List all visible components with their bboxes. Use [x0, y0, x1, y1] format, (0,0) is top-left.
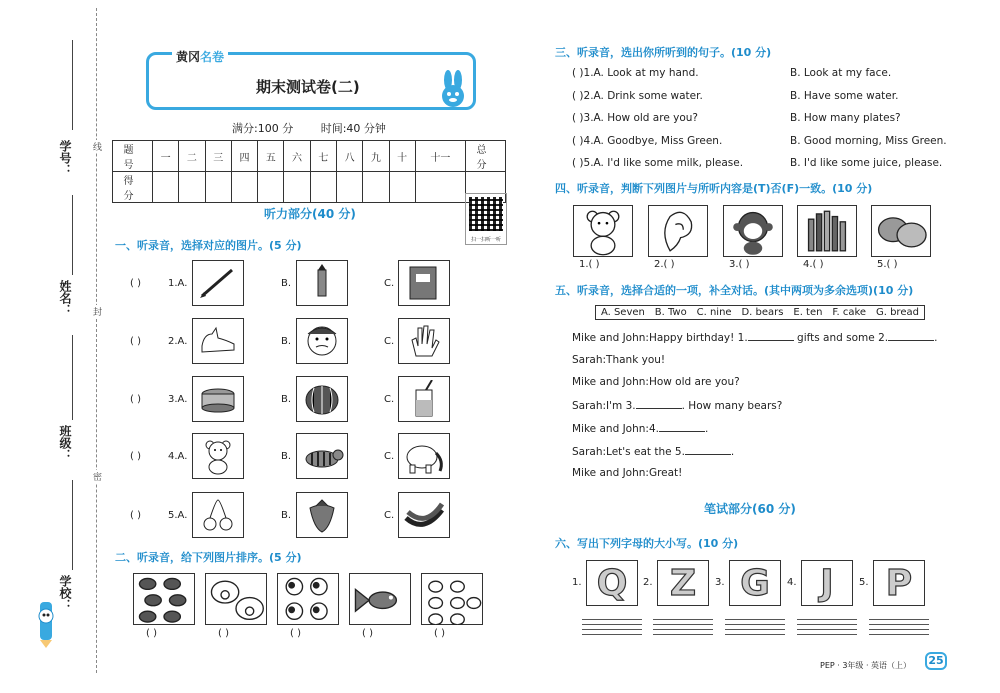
handwriting-lines[interactable] — [797, 619, 857, 639]
name-label: 姓名： — [58, 280, 72, 316]
pencil-icon — [196, 264, 240, 302]
dialog-text: Mike and John:4. — [572, 422, 659, 435]
q1-item-number: 3.A. — [168, 394, 188, 405]
score-header-cell: 三 — [205, 141, 231, 172]
q1-item-number: 5.A. — [168, 510, 188, 521]
word-bank-option: F. cake — [832, 307, 867, 318]
q1-option-c-picture — [398, 492, 450, 538]
q1-heading: 一、听录音，选择对应的图片。(5 分) — [115, 239, 302, 252]
score-header-cell: 二 — [179, 141, 205, 172]
q2-order-paren[interactable]: ( ) — [434, 628, 445, 639]
q1-option-c-picture — [398, 376, 450, 422]
qr-code-pattern — [469, 197, 503, 231]
q6-letter-box — [586, 560, 638, 606]
q3-option-b[interactable]: B. I'd like some juice, please. — [790, 157, 943, 169]
q2-picture — [133, 573, 195, 625]
hand-icon — [402, 322, 446, 360]
brand-logo — [172, 48, 228, 65]
handwriting-lines[interactable] — [725, 619, 785, 639]
score-header-cell: 六 — [284, 141, 310, 172]
word-bank-option: A. Seven — [600, 307, 645, 318]
q3-option-b[interactable]: B. Have some water. — [790, 89, 899, 102]
score-header-cell: 七 — [310, 141, 336, 172]
q6-item-number: 3. — [715, 577, 725, 588]
q2-order-paren[interactable]: ( ) — [146, 628, 157, 639]
q3-option-b[interactable]: B. Look at my face. — [790, 67, 892, 79]
binding-margin — [0, 0, 108, 693]
crayons-icon — [798, 206, 856, 256]
score-header-cell: 九 — [363, 141, 389, 172]
score-table-header-row — [113, 141, 506, 172]
q1-option-b-picture — [296, 318, 348, 364]
q1-option-b-label: B. — [281, 510, 292, 521]
score-cell[interactable] — [153, 172, 179, 203]
cut-line — [96, 8, 97, 673]
dialog-text: Sarah:I'm 3. — [572, 400, 636, 413]
handwriting-lines[interactable] — [869, 619, 929, 639]
cherries-icon — [196, 496, 240, 534]
handwriting-lines[interactable] — [582, 619, 642, 639]
dialog-line — [572, 399, 782, 412]
word-bank-option: E. ten — [793, 307, 823, 318]
q4-answer-label[interactable]: 2.( ) — [654, 259, 675, 270]
q1-answer-paren[interactable]: ( ) — [130, 510, 141, 521]
q4-heading: 四、听录音，判断下列图片与所听内容是(T)否(F)一致。(10 分) — [555, 182, 873, 195]
q1-option-a-picture — [192, 318, 244, 364]
score-header-cell: 一 — [153, 141, 179, 172]
q1-item-number: 1.A. — [168, 278, 188, 289]
juice-icon — [402, 380, 446, 418]
listening-section-title: 听力部分(40 分) — [264, 207, 356, 221]
q4-picture — [797, 205, 857, 257]
student-number-label: 学号： — [58, 140, 72, 176]
score-header-cell: 五 — [258, 141, 284, 172]
q3-option-a[interactable]: ( )2.A. Drink some water. — [572, 89, 703, 102]
q3-option-a[interactable]: ( )1.A. Look at my hand. — [572, 67, 699, 79]
outline-letter: Q — [596, 562, 628, 604]
class-label: 班级： — [58, 425, 72, 461]
q6-item-number: 5. — [859, 577, 869, 588]
goldfish-icon — [350, 573, 410, 625]
name-field[interactable] — [72, 195, 73, 275]
q4-answer-label[interactable]: 4.( ) — [803, 259, 824, 270]
footer-text: PEP · 3年级 · 英语（上） — [820, 661, 912, 670]
pencil-mascot-icon — [32, 598, 60, 650]
q1-answer-paren[interactable]: ( ) — [130, 394, 141, 405]
answer-blank[interactable] — [888, 331, 934, 341]
q1-option-a-picture — [192, 376, 244, 422]
score-cell[interactable] — [179, 172, 205, 203]
dialog-line — [572, 354, 665, 366]
q3-option-a[interactable]: ( )3.A. How old are you? — [572, 112, 698, 124]
q2-order-paren[interactable]: ( ) — [218, 628, 229, 639]
page-number: 25 — [925, 652, 947, 670]
q1-answer-paren[interactable]: ( ) — [130, 278, 141, 289]
rabbit-mascot-icon — [428, 70, 476, 110]
score-header-cell: 四 — [231, 141, 257, 172]
q1-option-b-label: B. — [281, 451, 292, 462]
q6-item-number: 1. — [572, 577, 582, 588]
dialog-text: . — [730, 445, 735, 458]
score-cell[interactable] — [310, 172, 336, 203]
class-field[interactable] — [72, 335, 73, 420]
dialog-text: . — [934, 332, 938, 344]
dialog-text: Sarah:Let's eat the 5. — [572, 445, 685, 458]
outline-letter: G — [740, 562, 770, 604]
ear-icon — [649, 206, 707, 256]
answer-blank[interactable] — [685, 445, 731, 455]
q3-heading: 三、听录音，选出你所听到的句子。(10 分) — [555, 46, 772, 59]
q1-item-number: 4.A. — [168, 451, 188, 462]
score-header-cell: 题 号 — [113, 141, 153, 172]
q4-picture — [871, 205, 931, 257]
q6-letter-box — [657, 560, 709, 606]
exam-time: 时间:40 分钟 — [320, 122, 386, 135]
q1-item-number: 2.A. — [168, 336, 188, 347]
watermelon-icon — [300, 380, 344, 418]
q4-answer-label[interactable]: 3.( ) — [729, 259, 750, 270]
word-bank-option: D. bears — [741, 307, 784, 318]
q2-order-paren[interactable]: ( ) — [290, 628, 301, 639]
qr-caption: 扫一扫听一听 — [470, 237, 501, 243]
student-number-field[interactable] — [72, 40, 73, 130]
full-score: 满分:100 分 — [232, 122, 294, 135]
dialog-line — [572, 331, 937, 344]
q1-option-c-label: C. — [384, 451, 395, 462]
score-cell[interactable] — [258, 172, 284, 203]
q2-heading: 二、听录音，给下列图片排序。(5 分) — [115, 551, 302, 564]
q1-option-b-label: B. — [281, 394, 292, 405]
q3-option-a[interactable]: ( )4.A. Goodbye, Miss Green. — [572, 134, 723, 147]
q1-option-b-label: B. — [281, 278, 292, 289]
birds-icon — [134, 573, 194, 625]
score-header-cell: 八 — [336, 141, 362, 172]
book-icon — [402, 264, 446, 302]
score-table — [112, 140, 506, 203]
score-cell[interactable] — [389, 172, 415, 203]
pandas-icon — [278, 573, 338, 625]
score-cell[interactable] — [415, 172, 465, 203]
q6-letter-box — [729, 560, 781, 606]
q1-option-c-picture — [398, 260, 450, 306]
dialog-line — [572, 376, 740, 388]
word-bank-option: G. bread — [875, 307, 919, 318]
outline-letter: Z — [669, 562, 697, 604]
q1-option-a-picture — [192, 260, 244, 306]
q2-picture — [421, 573, 483, 625]
dialog-line — [572, 467, 682, 479]
q1-option-c-picture — [398, 318, 450, 364]
q1-option-c-label: C. — [384, 510, 395, 521]
school-field[interactable] — [72, 480, 73, 570]
crayon-icon — [300, 264, 344, 302]
score-cell[interactable] — [284, 172, 310, 203]
q6-letter-box — [873, 560, 925, 606]
monkey-icon — [724, 206, 782, 256]
word-bank-option: C. nine — [696, 307, 732, 318]
dialog-text: Mike and John:Great! — [572, 467, 683, 480]
q1-option-c-label: C. — [384, 278, 395, 289]
outline-letter: J — [820, 562, 834, 604]
bear-icon — [574, 206, 632, 256]
q1-option-b-picture — [296, 376, 348, 422]
answer-blank[interactable] — [659, 422, 705, 432]
q3-option-b[interactable]: B. How many plates? — [790, 112, 901, 124]
word-bank — [595, 305, 925, 320]
q6-item-number: 2. — [643, 577, 653, 588]
q1-option-a-picture — [192, 492, 244, 538]
bananas-icon — [402, 496, 446, 534]
dialog-text: Mike and John:Happy birthday! 1. — [572, 332, 748, 344]
q2-picture — [349, 573, 411, 625]
answer-blank[interactable] — [748, 331, 794, 341]
word-bank-option: B. Two — [654, 307, 687, 318]
q3-option-b[interactable]: B. Good morning, Miss Green. — [790, 134, 947, 147]
q3-option-a[interactable]: ( )5.A. I'd like some milk, please. — [572, 157, 744, 169]
dialog-text: Mike and John:How old are you? — [572, 376, 740, 389]
q6-item-number: 4. — [787, 577, 797, 588]
q1-answer-paren[interactable]: ( ) — [130, 336, 141, 347]
dialog-line — [572, 445, 734, 458]
writing-section-title: 笔试部分(60 分) — [704, 502, 796, 516]
q4-picture — [723, 205, 783, 257]
q1-option-c-label: C. — [384, 394, 395, 405]
ducks-icon — [422, 573, 482, 625]
q4-picture — [573, 205, 633, 257]
seal-char-mi: 密 — [91, 472, 101, 481]
qr-code[interactable] — [465, 193, 507, 245]
school-label: 学校： — [58, 575, 72, 611]
dialog-text: . — [704, 422, 709, 435]
q6-letter-box — [801, 560, 853, 606]
foot-icon — [196, 322, 240, 360]
q2-picture — [277, 573, 339, 625]
q1-option-b-picture — [296, 433, 348, 479]
q5-heading: 五、听录音，选择合适的一项，补全对话。(其中两项为多余选项)(10 分) — [555, 284, 914, 297]
q1-option-b-picture — [296, 260, 348, 306]
face-icon — [300, 322, 344, 360]
cake-icon — [196, 380, 240, 418]
q2-order-paren[interactable]: ( ) — [362, 628, 373, 639]
q1-option-c-picture — [398, 433, 450, 479]
seal-char-xian: 线 — [91, 142, 101, 151]
score-cell[interactable] — [336, 172, 362, 203]
q1-option-c-label: C. — [384, 336, 395, 347]
handwriting-lines[interactable] — [653, 619, 713, 639]
brand-left: 黄冈 — [176, 50, 201, 64]
q4-picture — [648, 205, 708, 257]
dialog-text: . How many bears? — [681, 400, 783, 413]
q1-option-b-label: B. — [281, 336, 292, 347]
score-cell[interactable] — [231, 172, 257, 203]
q4-answer-label[interactable]: 5.( ) — [877, 259, 898, 270]
score-header-cell: 十一 — [415, 141, 465, 172]
answer-blank[interactable] — [636, 399, 682, 409]
dialog-text: gifts and some 2. — [793, 332, 889, 344]
q6-heading: 六、写出下列字母的大小写。(10 分) — [555, 537, 739, 550]
bear-icon — [196, 437, 240, 475]
elephant-icon — [402, 437, 446, 475]
seal-char-feng: 封 — [91, 307, 101, 316]
score-row-label: 得 分 — [113, 172, 153, 203]
q1-option-a-picture — [192, 433, 244, 479]
score-header-cell: 十 — [389, 141, 415, 172]
exam-title: 期末测试卷(二) — [256, 78, 360, 96]
bread-icon — [872, 206, 930, 256]
score-table-score-row — [113, 172, 506, 203]
q2-picture — [205, 573, 267, 625]
score-header-cell: 总 分 — [466, 141, 506, 172]
dialog-line — [572, 422, 708, 435]
brand-right: 名卷 — [200, 50, 225, 64]
score-cell[interactable] — [363, 172, 389, 203]
tiger-icon — [300, 437, 344, 475]
outline-letter: P — [885, 562, 913, 604]
score-cell[interactable] — [205, 172, 231, 203]
dialog-text: Sarah:Thank you! — [572, 353, 666, 366]
q1-answer-paren[interactable]: ( ) — [130, 451, 141, 462]
strawberry-icon — [300, 496, 344, 534]
exam-info — [232, 120, 410, 136]
pigs-icon — [206, 573, 266, 625]
q1-option-b-picture — [296, 492, 348, 538]
q4-answer-label[interactable]: 1.( ) — [579, 259, 600, 270]
